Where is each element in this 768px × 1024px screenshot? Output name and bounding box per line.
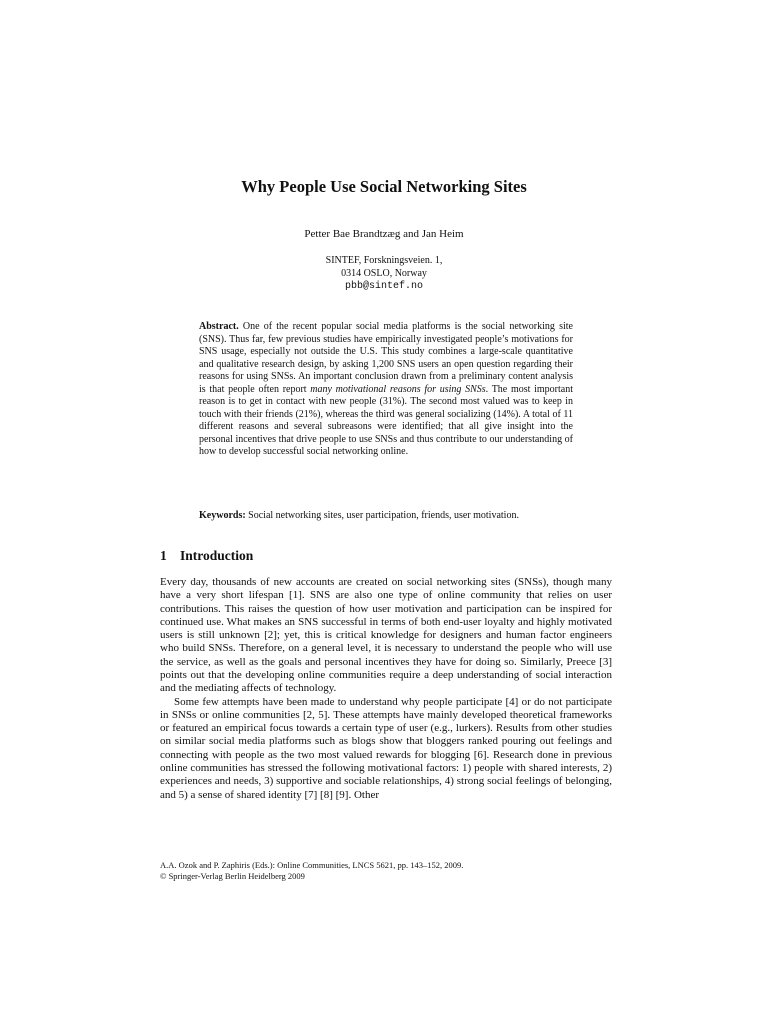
keywords-text: Social networking sites, user participation, friends, user motivation.	[245, 510, 519, 521]
abstract-label: Abstract.	[199, 321, 239, 332]
affiliation-line-2: 0314 OSLO, Norway	[341, 268, 427, 279]
section-heading-introduction	[160, 548, 253, 564]
abstract	[199, 321, 573, 459]
author-email: pbb@sintef.no	[344, 281, 423, 292]
keywords	[199, 509, 579, 522]
abstract-emphasis: many motivational reasons for using SNSs	[310, 383, 486, 395]
abstract-text-part-1: One of the recent popular social media platforms is the social networking site (SNS). Thus far, few previous studies have empirically investigated people’s motivations for SNS usage, especially not outside the U.S. This study combines a large-scale quantitative and qualitative research design, by asking 1,200 SNS users an open question regarding their reasons for using SNSs. An important conclusion drawn from a preliminary content analysis is that people often report	[199, 321, 573, 395]
paper-authors: Petter Bae Brandtzæg and Jan Heim	[304, 228, 464, 240]
footer-citation: A.A. Ozok and P. Zaphiris (Eds.): Online Communities, LNCS 5621, pp. 143–152, 2009.	[160, 860, 464, 870]
affiliation-line-1: SINTEF, Forskningsveien. 1,	[325, 255, 443, 266]
footer-copyright: © Springer-Verlag Berlin Heidelberg 2009	[160, 871, 305, 881]
page-footer	[160, 860, 463, 882]
paragraph-1: Every day, thousands of new accounts are created on social networking sites (SNSs), though many have a very short lifespan [1]. SNS are also one type of online community that relies on user contributions. This raises the question of how user motivation and participation can be inspired for continued use. What makes an SNS successful in terms of both end-user loyalty and highly motivated users is still unknown [2]; yet, this is critical knowledge for designers and human factor engineers who build SNSs. Therefore, on a general level, it is necessary to understand the people who will use the service, as well as the goals and personal incentives they have for doing so. Similarly, Preece [3] points out that the developing online communities require a deep understanding of social interaction and the mediating affects of technology.	[160, 576, 612, 695]
section-body	[160, 576, 612, 802]
affiliation-block	[0, 254, 768, 293]
paragraph-2: Some few attempts have been made to understand why people participate [4] or do not participate in SNSs or online communities [2, 5]. These attempts have mainly developed theoretical frameworks or featured an empirical focus towards a certain type of user (e.g., lurkers). Results from other studies on similar social media platforms such as blogs show that bloggers ranked pouring out feelings and connecting with people as the two most valued rewards for blogging [6]. Research done in previous online communities has stressed the following motivational factors: 1) people with shared interests, 2) experiences and needs, 3) supportive and sociable relationships, 4) strong social feelings of belonging, and 5) a sense of shared identity [7] [8] [9]. Other	[160, 695, 612, 801]
section-number: 1	[160, 548, 167, 563]
abstract-text-part-2: . The most important reason is to get in contact with new people (31%). The second most valued was to keep in touch with their friends (21%), whereas the third was general socializing (14%). A total of 11 different reasons and several subreasons were identified; that all give insight into the personal incentives that drive people to use SNSs and thus contribute to our understanding of how to develop successful social networking online.	[199, 383, 573, 458]
keywords-label: Keywords:	[199, 510, 246, 521]
paper-title: Why People Use Social Networking Sites	[241, 177, 527, 196]
section-title: Introduction	[180, 548, 254, 563]
